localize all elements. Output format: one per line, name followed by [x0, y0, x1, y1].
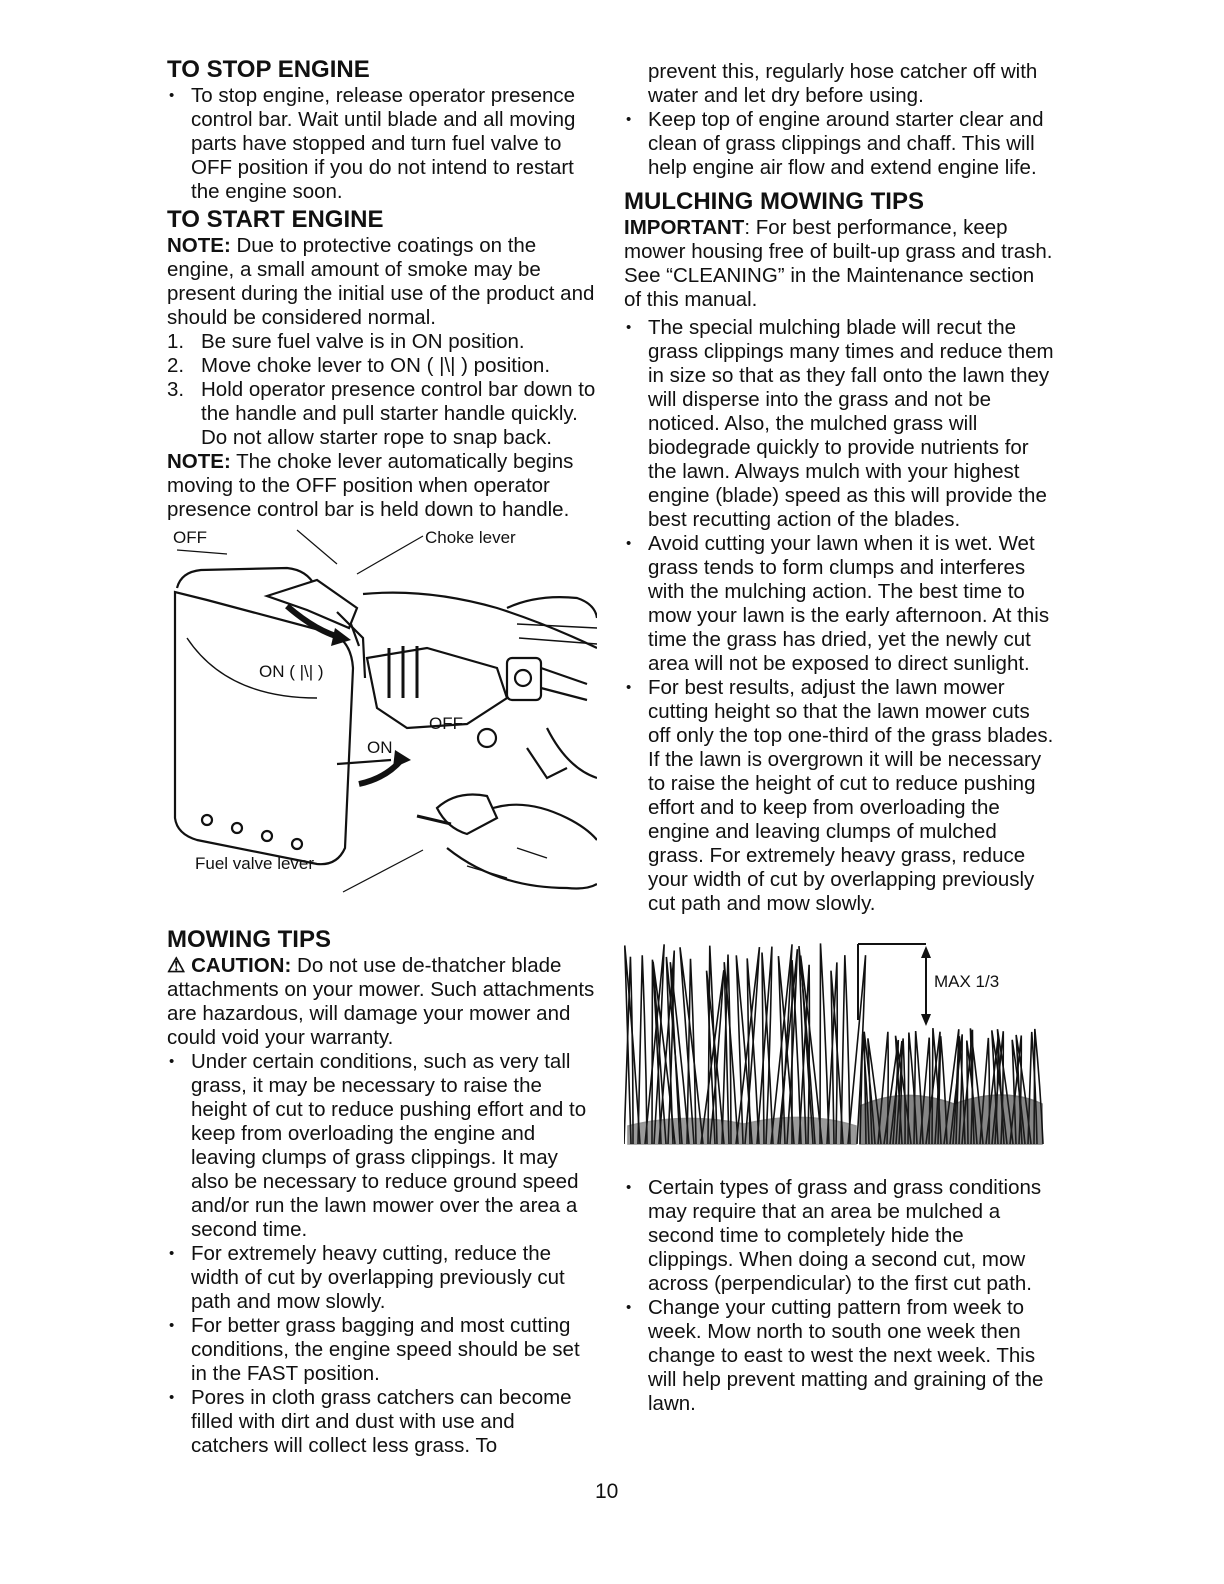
- grass-blade: [820, 943, 829, 1144]
- list-item: • Under certain conditions, such as very tall grass, it may be necessary to raise the height of cut to reduce pushing effort and to keep from overloading the engine and leaving clumps of grass clippings. It may also be necessary to reduce ground speed and/or run the lawn mower over the area a second time.: [167, 1050, 597, 1242]
- mulching-heading: MULCHING MOWING TIPS: [624, 188, 924, 215]
- off-fuel-label: OFF: [429, 714, 463, 733]
- caution-label: CAUTION:: [191, 954, 292, 977]
- caution-paragraph: [167, 954, 597, 1050]
- right-column: [624, 60, 1054, 1416]
- note-label: NOTE:: [167, 234, 231, 257]
- list-item: • Pores in cloth grass catchers can become filled with dirt and dust with use and catchers will collect less grass. To: [167, 1386, 597, 1458]
- step-item: [167, 330, 597, 354]
- list-item: • The special mulching blade will recut the grass clippings many times and reduce them in size so that as they fall onto the lawn they will disperse into the grass and not be noticed. Also, the mulched grass will biodegrade quickly to provide nutrients for the lawn. Always mulch with your highest engine (blade) speed as this will provide the best recutting action of the blades.: [624, 316, 1054, 532]
- off-label: OFF: [173, 528, 207, 547]
- left-column: [167, 56, 597, 1458]
- stop-engine-list: [167, 84, 597, 204]
- step-item: [167, 378, 597, 450]
- list-item: • Certain types of grass and grass conditions may require that an area be mulched a second time to completely hide the clippings. When doing a second cut, mow across (perpendicular) to the first cut path.: [624, 1176, 1054, 1296]
- step-number: 2.: [167, 354, 185, 377]
- note-text: Due to protective coatings on the engine, a small amount of smoke may be present during the initial use of the product and should be considered normal.: [167, 234, 595, 329]
- step-text: Hold operator presence control bar down to the handle and pull starter handle quickly. Do not allow starter rope to snap back.: [201, 378, 596, 449]
- top-list: [624, 108, 1054, 180]
- grass-blade: [841, 955, 850, 1144]
- list-item: • Keep top of engine around starter clear and clean of grass clippings and chaff. This will help engine air flow and extend engine life.: [624, 108, 1054, 180]
- important-text: : For best performance, keep mower housing free of built-up grass and trash. See “CLEANING” in the Maintenance section of this manual.: [624, 216, 1053, 311]
- start-steps-list: [167, 330, 597, 450]
- list-item: • For best results, adjust the lawn mower cutting height so that the lawn mower cuts off only the top one-third of the grass blades. If the lawn is overgrown it will be necessary to raise the height of cut to reduce pushing effort and to keep from overloading the engine and leaving clumps of mulched grass. For extremely heavy grass, reduce your width of cut by overlapping previously cut path and mow slowly.: [624, 676, 1054, 916]
- step-item: [167, 354, 597, 378]
- on-choke-label: ON ( |\| ): [259, 662, 324, 681]
- list-item: • For better grass bagging and most cutting conditions, the engine speed should be set in the FAST position.: [167, 1314, 597, 1386]
- on-fuel-label: ON: [367, 738, 393, 757]
- step-text: Be sure fuel valve is in ON position.: [201, 330, 525, 353]
- step-number: 1.: [167, 330, 185, 353]
- choke-lever-label: Choke lever: [425, 528, 516, 547]
- list-item: • To stop engine, release operator presence control bar. Wait until blade and all moving parts have stopped and turn fuel valve to OFF position if you do not intend to restart the engine soon.: [167, 84, 597, 204]
- note-paragraph: [167, 234, 597, 330]
- mowing-tips-list: [167, 1050, 597, 1458]
- continued-text: prevent this, regularly hose catcher off with water and let dry before using.: [648, 60, 1038, 107]
- note-paragraph: [167, 450, 597, 522]
- grass-illustration: [624, 936, 1044, 1150]
- mowing-tips-heading: MOWING TIPS: [167, 926, 331, 953]
- page-number: 10: [595, 1480, 619, 1503]
- list-item: • Change your cutting pattern from week to week. Mow north to south one week then change to east to west the next week. This will help prevent matting and graining of the lawn.: [624, 1296, 1054, 1416]
- list-item: • For extremely heavy cutting, reduce the width of cut by overlapping previously cut path and mow slowly.: [167, 1242, 597, 1314]
- important-label: IMPORTANT: [624, 216, 745, 239]
- note-label: NOTE:: [167, 450, 231, 473]
- engine-controls-figure: [167, 528, 597, 920]
- stop-engine-heading: TO STOP ENGINE: [167, 56, 370, 83]
- step-text: Move choke lever to ON ( |\| ) position.: [201, 354, 551, 377]
- start-engine-heading: TO START ENGINE: [167, 206, 384, 233]
- important-paragraph: [624, 216, 1054, 312]
- caution-text: Do not use de-thatcher blade attachments on your mower. Such attachments are hazardous, will damage your mower and could void your warranty.: [167, 954, 595, 1049]
- max-third-label: MAX 1/3: [934, 972, 1000, 991]
- list-item: • Avoid cutting your lawn when it is wet. Wet grass tends to form clumps and interferes with the mulching action. The best time to mow your lawn is the early afternoon. At this time the grass has dried, yet the newly cut area will not be exposed to direct sunlight.: [624, 532, 1054, 676]
- fuel-valve-label: Fuel valve lever: [195, 854, 315, 873]
- grass-height-figure: [624, 936, 1044, 1150]
- mulching-tips-list: [624, 316, 1054, 916]
- grass-blade: [638, 955, 647, 1144]
- step-number: 3.: [167, 378, 185, 401]
- warning-triangle-icon: ⚠: [167, 954, 186, 977]
- bottom-tips-list: [624, 1176, 1054, 1416]
- note-text: The choke lever automatically begins moving to the OFF position when operator presence control bar is held down to handle.: [167, 450, 574, 521]
- grass-base-shading: [860, 1095, 1042, 1144]
